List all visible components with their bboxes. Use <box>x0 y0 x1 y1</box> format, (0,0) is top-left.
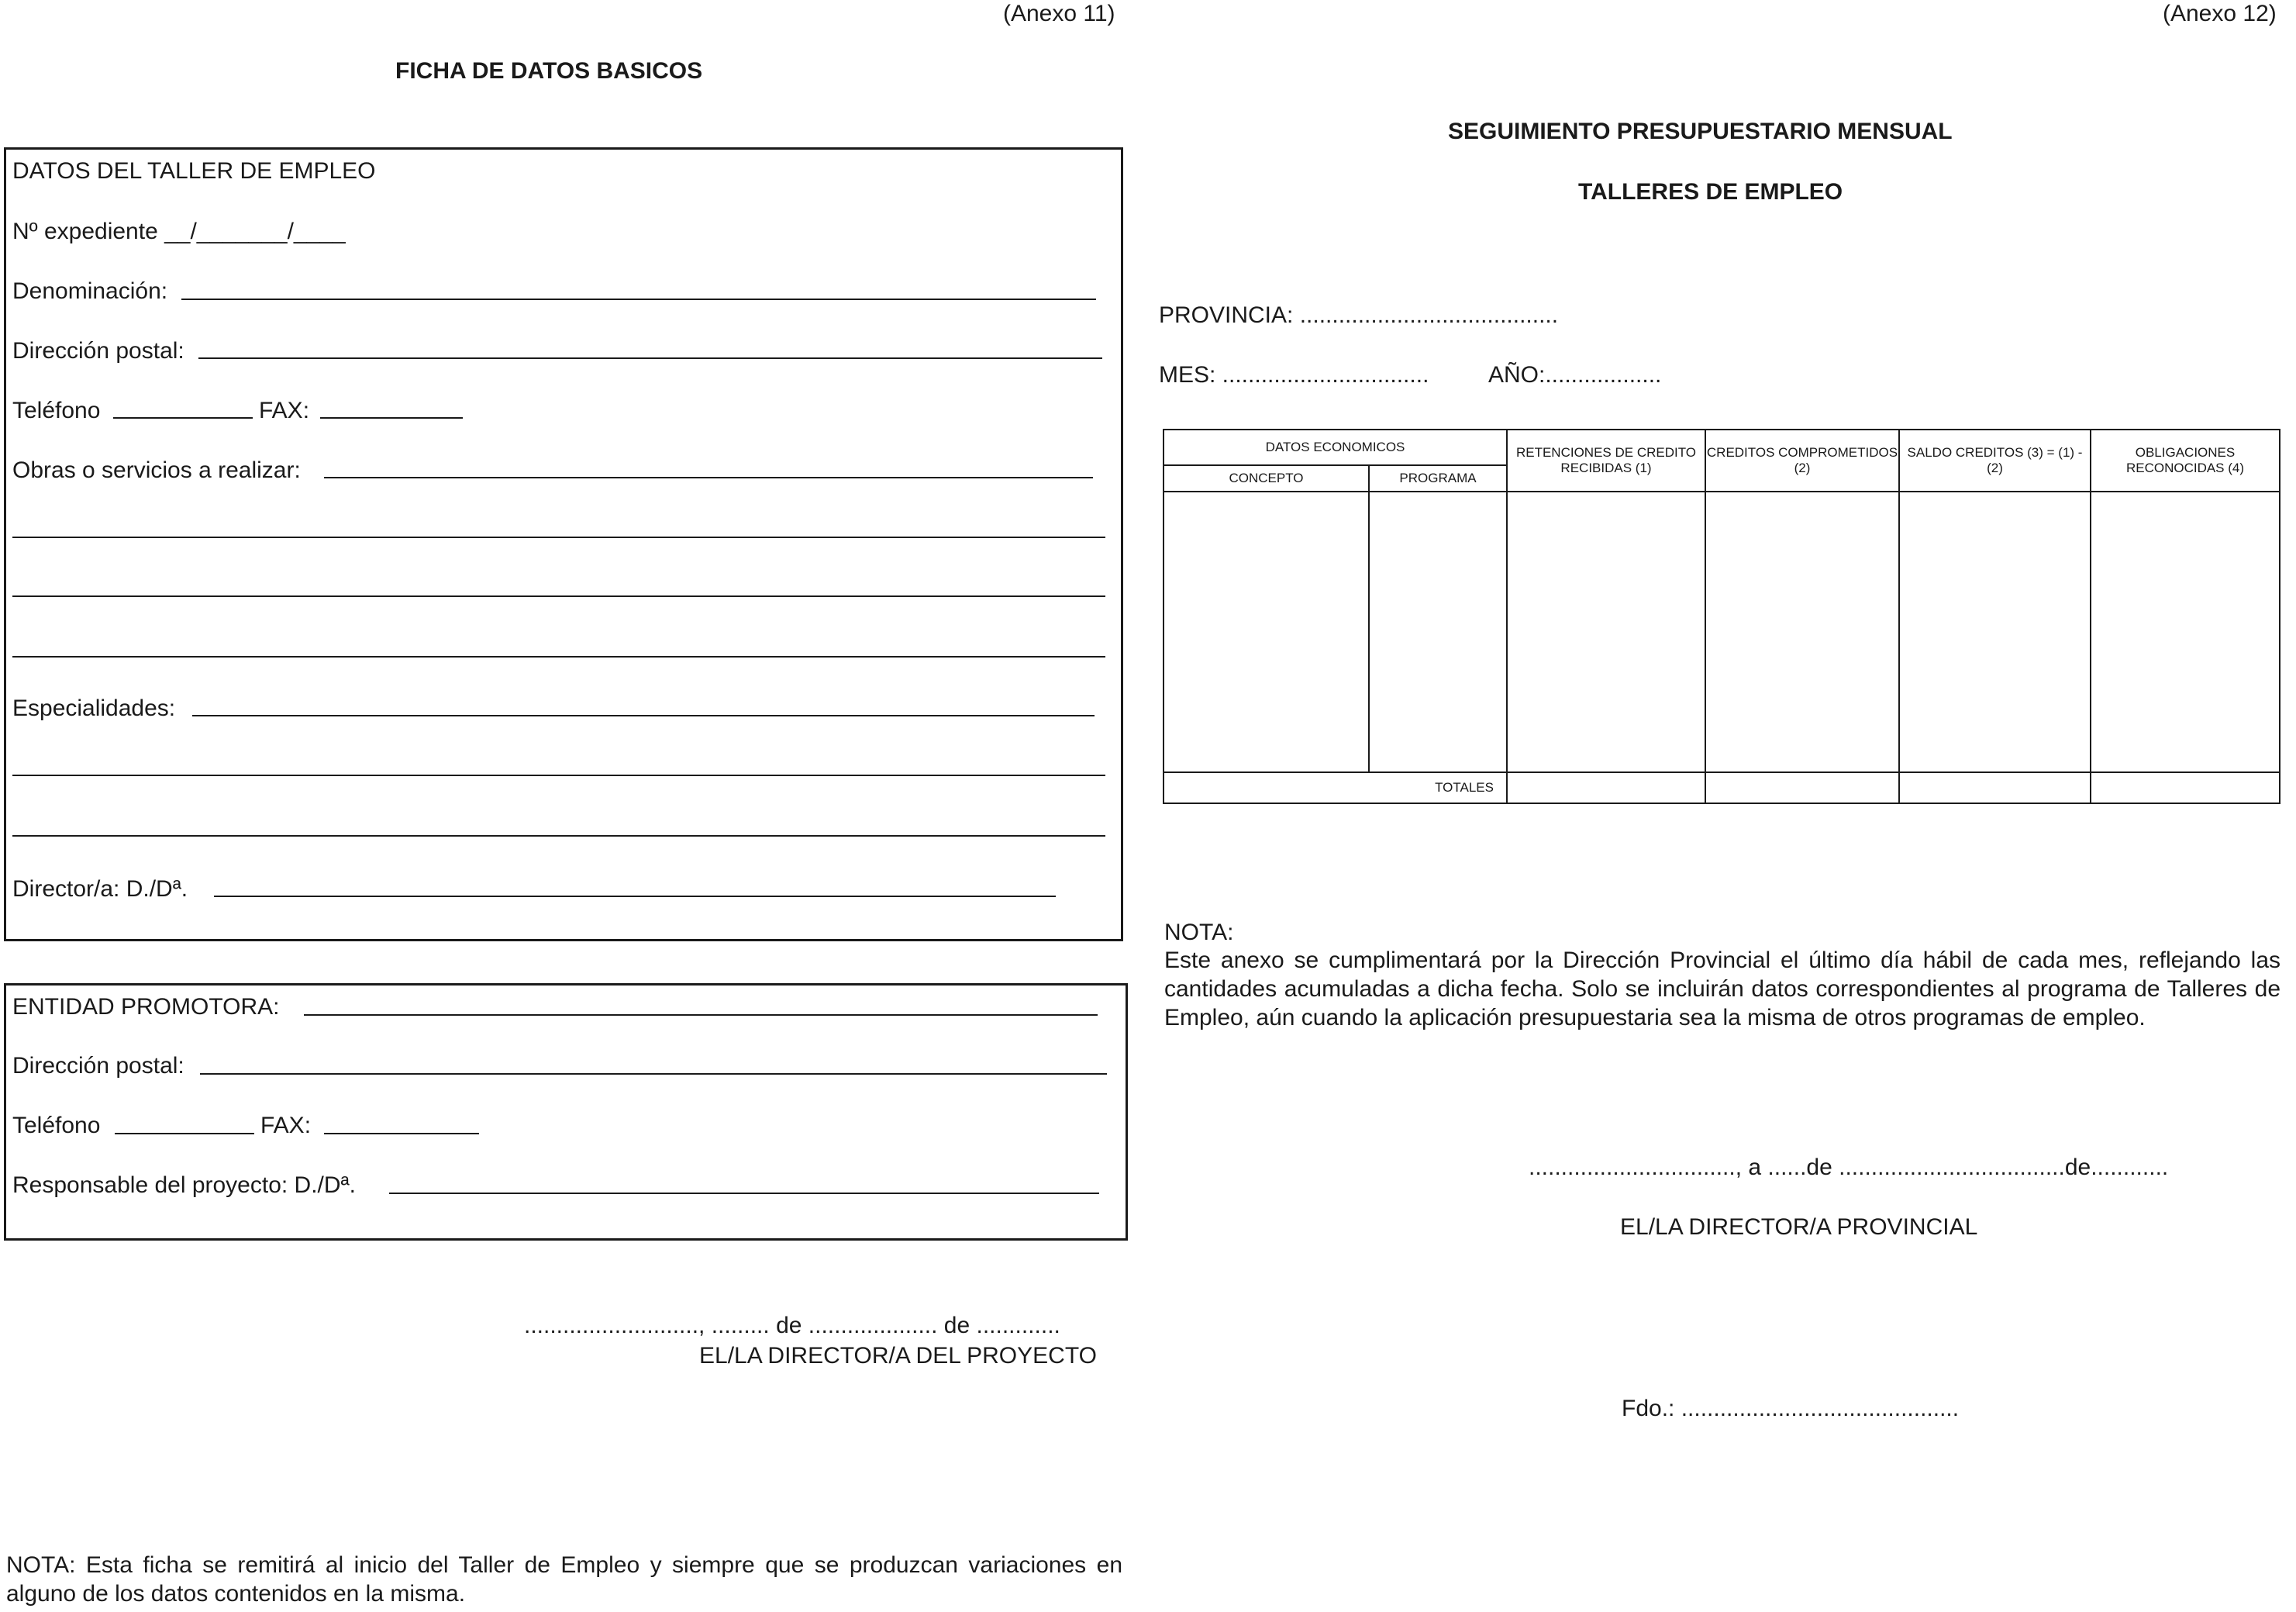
saldo-cell[interactable] <box>1899 492 2091 772</box>
creditos-header: CREDITOS COMPROMETIDOS (2) <box>1705 430 1899 492</box>
totales-obligaciones[interactable] <box>2091 772 2280 803</box>
right-signature: EL/LA DIRECTOR/A PROVINCIAL <box>1620 1214 1978 1240</box>
promotora-telefono-label: Teléfono <box>12 1113 101 1138</box>
totales-label: TOTALES <box>1164 772 1507 803</box>
director-label: Director/a: D./Dª. <box>12 876 188 902</box>
seguimiento-title: SEGUIMIENTO PRESUPUESTARIO MENSUAL <box>1448 119 1953 144</box>
fdo-field[interactable]: Fdo.: ........................................... <box>1622 1396 1960 1421</box>
responsable-label: Responsable del proyecto: D./Dª. <box>12 1172 356 1198</box>
left-signature: EL/LA DIRECTOR/A DEL PROYECTO <box>699 1343 1097 1369</box>
nota-label: NOTA: <box>1164 920 1234 945</box>
telefono-field[interactable] <box>113 417 253 419</box>
direccion-label: Dirección postal: <box>12 338 184 364</box>
programa-header: PROGRAMA <box>1369 465 1507 492</box>
talleres-subtitle: TALLERES DE EMPLEO <box>1578 179 1843 205</box>
left-note: NOTA: Esta ficha se remitirá al inicio del Taller de Empleo y siempre que se produzcan variaciones en alguno de los datos contenidos en la misma. <box>6 1552 1122 1607</box>
retenciones-cell[interactable] <box>1507 492 1705 772</box>
promotora-direccion-field[interactable] <box>200 1073 1107 1075</box>
creditos-cell[interactable] <box>1705 492 1899 772</box>
obras-line-2[interactable] <box>12 537 1105 538</box>
obligaciones-cell[interactable] <box>2091 492 2280 772</box>
left-date-line: ..........................., ......... de .................... de ............. <box>524 1313 1060 1338</box>
promotora-heading: ENTIDAD PROMOTORA: <box>12 994 280 1020</box>
provincia-field[interactable]: PROVINCIA: ........................................ <box>1159 302 1559 328</box>
promotora-telefono-field[interactable] <box>115 1133 254 1134</box>
fax-field[interactable] <box>320 417 463 419</box>
obras-field[interactable] <box>324 477 1093 478</box>
totales-saldo[interactable] <box>1899 772 2091 803</box>
promotora-direccion-label: Dirección postal: <box>12 1053 184 1079</box>
promotora-fax-field[interactable] <box>324 1133 479 1134</box>
obligaciones-header: OBLIGACIONES RECONOCIDAS (4) <box>2091 430 2280 492</box>
ficha-title: FICHA DE DATOS BASICOS <box>395 58 703 84</box>
taller-heading: DATOS DEL TALLER DE EMPLEO <box>12 158 376 184</box>
retenciones-header: RETENCIONES DE CREDITO RECIBIDAS (1) <box>1507 430 1705 492</box>
especialidades-line-3[interactable] <box>12 835 1105 837</box>
totales-retenciones[interactable] <box>1507 772 1705 803</box>
expediente-field[interactable]: Nº expediente __/_______/____ <box>12 219 346 244</box>
datos-economicos-header: DATOS ECONOMICOS <box>1164 430 1507 465</box>
denominacion-field[interactable] <box>181 299 1096 300</box>
annex-12-label: (Anexo 12) <box>2163 1 2277 26</box>
mes-field[interactable]: MES: ................................ <box>1159 362 1429 388</box>
annex-11-label: (Anexo 11) <box>1003 1 1115 26</box>
totales-creditos[interactable] <box>1705 772 1899 803</box>
taller-box <box>4 147 1123 941</box>
especialidades-line-2[interactable] <box>12 775 1105 776</box>
obras-line-3[interactable] <box>12 595 1105 597</box>
denominacion-label: Denominación: <box>12 278 168 304</box>
director-field[interactable] <box>214 896 1056 897</box>
telefono-label: Teléfono <box>12 398 101 423</box>
obras-line-4[interactable] <box>12 656 1105 658</box>
responsable-field[interactable] <box>389 1193 1099 1194</box>
right-date-line: ................................, a ......de ...................................de............ <box>1529 1155 2169 1180</box>
direccion-field[interactable] <box>198 357 1102 359</box>
saldo-header: SALDO CREDITOS (3) = (1) - (2) <box>1899 430 2091 492</box>
budget-table <box>1163 429 2280 804</box>
especialidades-field[interactable] <box>192 715 1095 716</box>
obras-label: Obras o servicios a realizar: <box>12 457 301 483</box>
promotora-box <box>4 983 1128 1241</box>
programa-cell[interactable] <box>1369 492 1507 772</box>
anio-field[interactable]: AÑO:.................. <box>1488 362 1662 388</box>
nota-text: Este anexo se cumplimentará por la Dirección Provincial el último día hábil de cada mes, reflejando las cantidades acumuladas a dicha fecha. Solo se incluirán datos correspondientes al programa de Talleres de Empleo, aún cuando la aplicación presupuestaria sea la misma de otros programas de empleo. <box>1164 948 2280 1030</box>
concepto-cell[interactable] <box>1164 492 1369 772</box>
promotora-fax-label: FAX: <box>260 1113 312 1138</box>
especialidades-label: Especialidades: <box>12 696 176 721</box>
concepto-header: CONCEPTO <box>1164 465 1369 492</box>
promotora-field[interactable] <box>304 1014 1098 1016</box>
fax-label: FAX: <box>259 398 310 423</box>
